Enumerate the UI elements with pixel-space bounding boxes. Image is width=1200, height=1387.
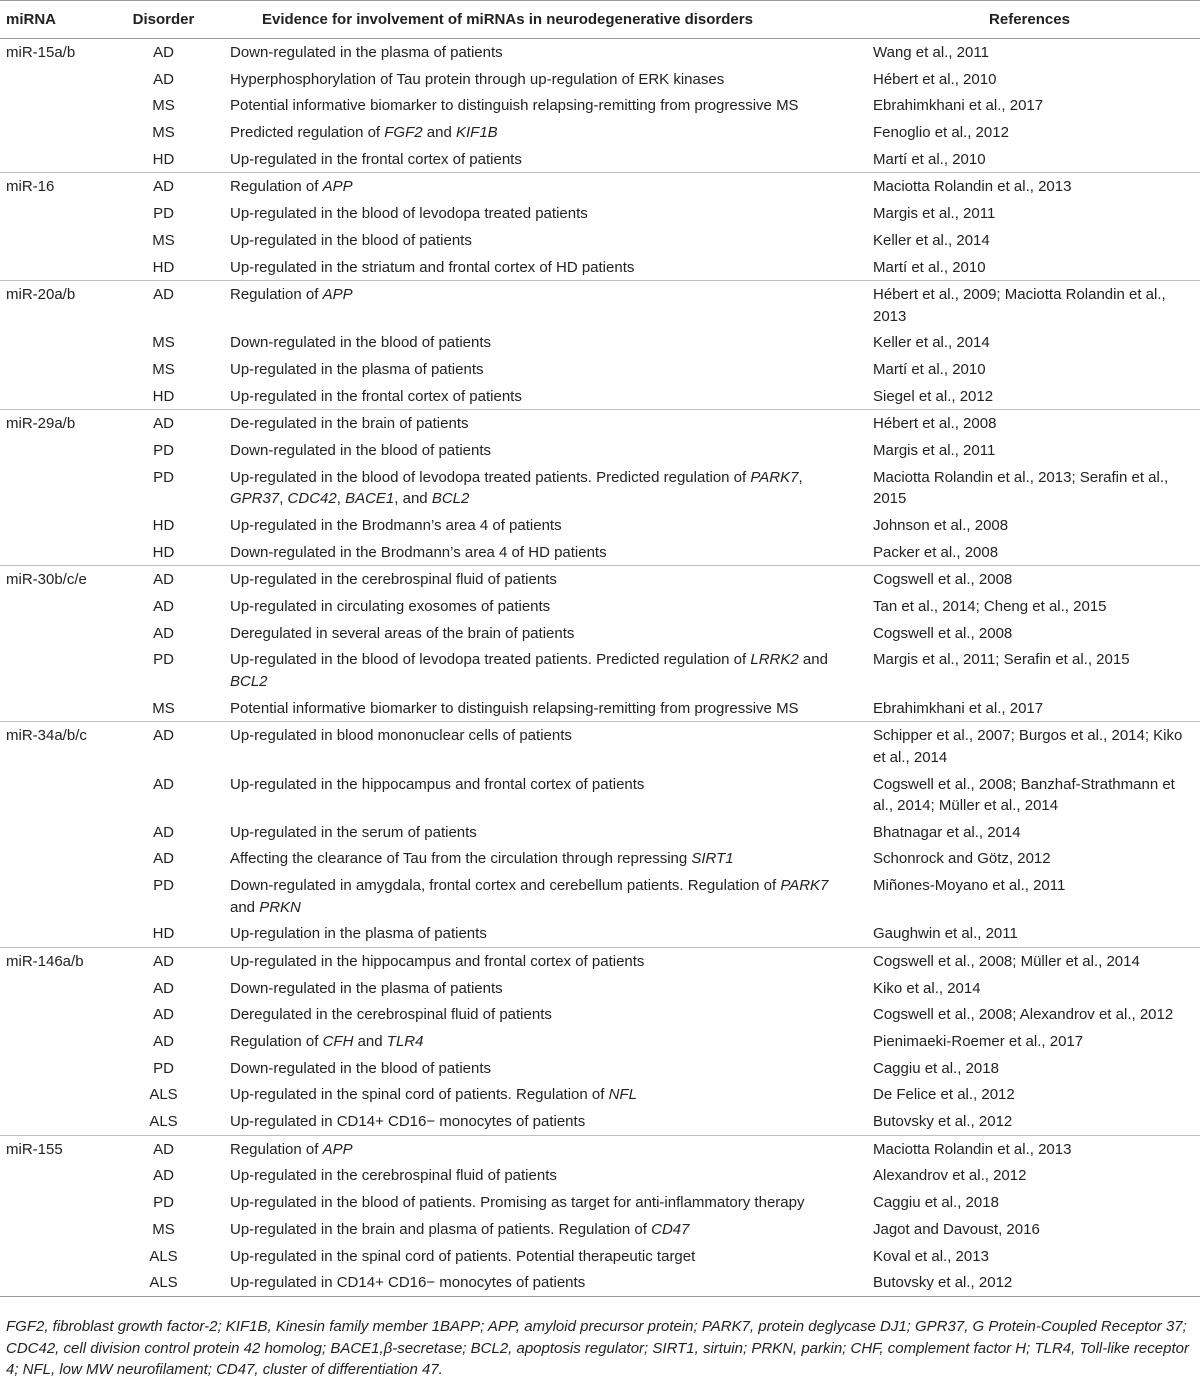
table-row: [0, 119, 1200, 146]
mirna-cell: [0, 66, 115, 93]
reference-cell: Martí et al., 2010: [873, 258, 986, 276]
mirna-cell: miR-155: [0, 1135, 115, 1162]
table-row: [0, 383, 1200, 410]
reference-cell: Maciotta Rolandin et al., 2013; Serafin et al., 2015: [873, 468, 1169, 508]
reference-cell: Caggiu et al., 2018: [873, 1194, 999, 1212]
reference-cell: Keller et al., 2014: [873, 231, 990, 249]
evidence-cell: [212, 1108, 859, 1135]
mirna-cell: [0, 539, 115, 566]
evidence-cell: [212, 410, 859, 437]
evidence-cell: [212, 281, 859, 330]
disorder-cell: AD: [153, 775, 174, 793]
disorder-cell: MS: [152, 334, 175, 352]
mirna-cell: [0, 146, 115, 173]
evidence-text: and: [353, 1033, 387, 1050]
mirna-cell: [0, 437, 115, 464]
disorder-cell: ALS: [149, 1086, 178, 1104]
mirna-cell: [0, 329, 115, 356]
evidence-text: , and: [394, 490, 432, 508]
disorder-cell: PD: [153, 205, 174, 223]
mirna-cell: miR-146a/b: [0, 947, 115, 974]
disorder-cell: ALS: [115, 1269, 212, 1296]
evidence-cell: [212, 975, 859, 1002]
evidence-text: Down-regulated in the blood of patients: [230, 1059, 492, 1077]
evidence-cell: [212, 947, 859, 974]
mirna-cell: [0, 1055, 115, 1082]
disorder-cell: AD: [153, 598, 174, 616]
evidence-text: ,: [336, 490, 346, 508]
evidence-cell: [212, 1243, 859, 1270]
disorder-cell: AD: [153, 823, 174, 841]
table-row: [0, 646, 1200, 694]
evidence-text: and: [230, 898, 260, 916]
reference-cell: Bhatnagar et al., 2014: [873, 823, 1021, 841]
disorder-cell: AD: [115, 947, 212, 974]
mirna-cell: [0, 1189, 115, 1216]
table-footnote: FGF2, fibroblast growth factor-2; KIF1B, Kinesin family member 1BAPP; APP, amyloid precursor protein; PARK7, protein deglycase DJ1; GPR37, G Protein-Coupled Receptor 37; CDC42, cell division control protein 42 homolog; BACE1,β-secretase; BCL2, apoptosis regulator; SIRT1, sirtuin; PRKN, parkin; CHF, complement factor H; TLR4, Toll-like receptor 4; NFL, low MW neurofilament; CD47, cluster of differentiation 47.: [6, 1318, 1189, 1378]
evidence-cell: [212, 356, 859, 383]
table-row: [0, 1108, 1200, 1135]
table-row: [0, 173, 1200, 200]
reference-cell: Cogswell et al., 2008: [873, 624, 1013, 642]
disorder-cell: AD: [153, 850, 174, 868]
mirna-cell: miR-16: [0, 173, 115, 200]
table-row: [0, 1135, 1200, 1162]
disorder-cell: MS: [152, 361, 175, 379]
table-row: [0, 437, 1200, 464]
evidence-text: Up-regulated in the hippocampus and frontal cortex of patients: [230, 952, 645, 970]
mirna-cell: [0, 593, 115, 620]
mirna-cell: [0, 356, 115, 383]
gene-name: LRRK2: [750, 651, 799, 669]
table-row: [0, 281, 1200, 330]
table-row: [0, 464, 1200, 512]
table-row: [0, 1055, 1200, 1082]
table-row: [0, 771, 1200, 819]
evidence-text: Up-regulated in the striatum and frontal cortex of HD patients: [230, 258, 635, 276]
table-row: [0, 593, 1200, 620]
evidence-text: Down-regulated in the Brodmann’s area 4 of HD patients: [230, 543, 607, 561]
evidence-cell: [212, 1135, 859, 1162]
evidence-cell: [212, 39, 859, 66]
table-row: [0, 695, 1200, 722]
reference-cell: Martí et al., 2010: [873, 361, 986, 379]
reference-cell: Schonrock and Götz, 2012: [873, 850, 1051, 868]
evidence-text: Deregulated in several areas of the brain of patients: [230, 624, 575, 642]
evidence-cell: [212, 92, 859, 119]
evidence-text: and: [422, 124, 456, 142]
evidence-text: Potential informative biomarker to distinguish relapsing-remitting from progressive MS: [230, 699, 799, 717]
evidence-cell: [212, 254, 859, 281]
disorder-cell: HD: [152, 517, 175, 534]
evidence-cell: [212, 437, 859, 464]
table-row: [0, 539, 1200, 566]
evidence-text: Up-regulated in the brain and plasma of patients. Regulation of: [230, 1220, 652, 1238]
disorder-cell: PD: [153, 442, 174, 460]
evidence-text: Up-regulated in the blood of patients: [230, 231, 472, 249]
mirna-cell: [0, 1028, 115, 1055]
evidence-text: Up-regulated in blood mononuclear cells of patients: [230, 727, 572, 745]
evidence-text: Up-regulated in the blood of levodopa treated patients: [230, 205, 588, 223]
disorder-cell: MS: [152, 699, 175, 717]
header-disorder: Disorder: [115, 1, 212, 39]
gene-name: APP: [322, 178, 353, 196]
evidence-text: Down-regulated in amygdala, frontal cortex and cerebellum patients. Regulation of: [230, 877, 781, 895]
reference-cell: Hébert et al., 2009; Maciotta Rolandin et al., 2013: [859, 281, 1200, 330]
evidence-text: Up-regulated in circulating exosomes of patients: [230, 598, 551, 616]
reference-cell: Margis et al., 2011: [873, 442, 996, 460]
evidence-cell: [212, 1081, 859, 1108]
evidence-text: Deregulated in the cerebrospinal fluid of patients: [230, 1006, 552, 1024]
evidence-text: Up-regulated in the blood of levodopa treated patients. Predicted regulation of: [230, 468, 751, 486]
table-row: [0, 1189, 1200, 1216]
disorder-cell: HD: [152, 258, 175, 276]
reference-cell: Butovsky et al., 2012: [859, 1269, 1200, 1296]
disorder-cell: AD: [153, 979, 174, 997]
disorder-cell: AD: [115, 1135, 212, 1162]
mirna-cell: [0, 92, 115, 119]
table-row: [0, 947, 1200, 974]
disorder-cell: AD: [115, 410, 212, 437]
evidence-cell: [212, 1001, 859, 1028]
reference-cell: Margis et al., 2011; Serafin et al., 2015: [873, 651, 1130, 669]
mirna-cell: miR-15a/b: [6, 44, 76, 61]
reference-cell: Martí et al., 2010: [873, 150, 986, 168]
reference-cell: Butovsky et al., 2012: [873, 1113, 1013, 1131]
mirna-cell: [0, 646, 115, 694]
table-row: [0, 566, 1200, 593]
evidence-text: Regulation of: [230, 1033, 323, 1050]
gene-name: BCL2: [230, 672, 268, 690]
evidence-cell: [212, 722, 859, 771]
table-row: [0, 329, 1200, 356]
mirna-cell: [0, 819, 115, 846]
header-evidence: Evidence for involvement of miRNAs in neurodegenerative disorders: [212, 1, 859, 39]
reference-cell: Cogswell et al., 2008; Banzhaf-Strathmann et al., 2014; Müller et al., 2014: [873, 775, 1175, 814]
evidence-cell: [212, 539, 859, 566]
reference-cell: Siegel et al., 2012: [873, 387, 994, 405]
disorder-cell: PD: [153, 1059, 174, 1077]
evidence-text: Predicted regulation of: [230, 124, 385, 142]
reference-cell: Packer et al., 2008: [873, 543, 999, 561]
disorder-cell: MS: [152, 1220, 175, 1238]
disorder-cell: AD: [153, 44, 174, 61]
reference-cell: Gaughwin et al., 2011: [873, 925, 1018, 943]
table-row: [0, 200, 1200, 227]
evidence-cell: [212, 819, 859, 846]
mirna-cell: [0, 512, 115, 539]
reference-cell: Kiko et al., 2014: [873, 979, 981, 997]
disorder-cell: MS: [152, 124, 175, 142]
mirna-cell: [0, 1162, 115, 1189]
reference-cell: Keller et al., 2014: [873, 334, 990, 352]
evidence-text: and: [798, 651, 828, 669]
evidence-text: Regulation of: [230, 286, 323, 304]
evidence-text: Down-regulated in the plasma of patients: [230, 44, 503, 61]
mirna-cell: [0, 1269, 115, 1296]
evidence-cell: [212, 1028, 859, 1055]
mirna-cell: [0, 119, 115, 146]
reference-cell: Alexandrov et al., 2012: [873, 1167, 1027, 1185]
table-row: [0, 722, 1200, 771]
reference-cell: Margis et al., 2011: [873, 205, 996, 223]
evidence-cell: [212, 119, 859, 146]
reference-cell: Tan et al., 2014; Cheng et al., 2015: [873, 598, 1107, 616]
evidence-cell: [212, 695, 859, 722]
gene-name: APP: [322, 1140, 353, 1158]
gene-name: APP: [322, 286, 353, 304]
disorder-cell: ALS: [149, 1113, 178, 1131]
table-row: [0, 92, 1200, 119]
reference-cell: Jagot and Davoust, 2016: [873, 1220, 1040, 1238]
mirna-cell: [0, 872, 115, 920]
evidence-text: Up-regulated in CD14+ CD16− monocytes of patients: [230, 1113, 586, 1131]
evidence-text: ,: [279, 490, 288, 508]
evidence-text: De-regulated in the brain of patients: [230, 415, 469, 433]
table-row: [0, 1001, 1200, 1028]
reference-cell: Cogswell et al., 2008: [859, 566, 1200, 593]
evidence-text: Hyperphosphorylation of Tau protein through up-regulation of ERK kinases: [230, 70, 725, 88]
disorder-cell: MS: [152, 97, 175, 115]
gene-name: CFH: [322, 1033, 354, 1050]
disorder-cell: AD: [153, 1167, 174, 1185]
gene-name: SIRT1: [691, 850, 734, 868]
table-row: [0, 1081, 1200, 1108]
evidence-cell: [212, 227, 859, 254]
evidence-cell: [212, 512, 859, 539]
table-row: [0, 845, 1200, 872]
evidence-cell: [212, 1269, 859, 1296]
table-row: [0, 356, 1200, 383]
evidence-text: Up-regulated in the plasma of patients: [230, 361, 484, 379]
evidence-text: Up-regulated in the spinal cord of patients. Potential therapeutic target: [230, 1247, 696, 1265]
reference-cell: Cogswell et al., 2008; Alexandrov et al., 2012: [873, 1006, 1174, 1024]
reference-cell: Miñones-Moyano et al., 2011: [873, 877, 1066, 895]
evidence-text: Down-regulated in the plasma of patients: [230, 979, 503, 997]
mirna-cell: miR-20a/b: [0, 281, 115, 330]
disorder-cell: MS: [152, 231, 175, 249]
evidence-text: Regulation of: [230, 1140, 323, 1158]
disorder-cell: HD: [152, 150, 175, 168]
table-row: [0, 1243, 1200, 1270]
disorder-cell: HD: [152, 925, 175, 943]
mirna-cell: [0, 771, 115, 819]
table-row: [0, 66, 1200, 93]
evidence-text: Up-regulated in the hippocampus and frontal cortex of patients: [230, 775, 645, 793]
mirna-cell: [0, 695, 115, 722]
disorder-cell: AD: [115, 173, 212, 200]
table-row: [0, 39, 1200, 66]
gene-name: CDC42: [287, 490, 337, 508]
reference-cell: Ebrahimkhani et al., 2017: [873, 97, 1044, 115]
gene-name: FGF2: [384, 124, 423, 142]
mirna-cell: [0, 1216, 115, 1243]
reference-cell: Maciotta Rolandin et al., 2013: [859, 1135, 1200, 1162]
evidence-text: Regulation of: [230, 178, 323, 196]
reference-cell: Hébert et al., 2010: [873, 70, 997, 88]
table-row: [0, 1028, 1200, 1055]
gene-name: CD47: [651, 1220, 690, 1238]
mirna-cell: [0, 254, 115, 281]
reference-cell: Caggiu et al., 2018: [873, 1059, 999, 1077]
gene-name: PRKN: [259, 898, 301, 916]
evidence-text: Up-regulated in the cerebrospinal fluid of patients: [230, 1167, 557, 1185]
evidence-cell: [212, 464, 859, 512]
evidence-text: Up-regulated in the cerebrospinal fluid of patients: [230, 571, 557, 589]
evidence-cell: [212, 1162, 859, 1189]
evidence-text: Up-regulation in the plasma of patients: [230, 925, 487, 943]
reference-cell: De Felice et al., 2012: [873, 1086, 1015, 1104]
mirna-cell: [0, 227, 115, 254]
evidence-cell: [212, 1189, 859, 1216]
mirna-cell: miR-30b/c/e: [0, 566, 115, 593]
evidence-text: Potential informative biomarker to distinguish relapsing-remitting from progressive MS: [230, 97, 799, 115]
evidence-cell: [212, 593, 859, 620]
reference-cell: Ebrahimkhani et al., 2017: [873, 699, 1044, 717]
mirna-cell: [0, 1108, 115, 1135]
disorder-cell: AD: [153, 1033, 174, 1050]
disorder-cell: ALS: [149, 1247, 178, 1265]
disorder-cell: AD: [115, 281, 212, 330]
reference-cell: Wang et al., 2011: [873, 44, 989, 61]
reference-cell: Schipper et al., 2007; Burgos et al., 2014; Kiko et al., 2014: [859, 722, 1200, 771]
mirna-cell: [0, 1001, 115, 1028]
mirna-cell: [0, 845, 115, 872]
header-mirna: miRNA: [0, 1, 115, 39]
evidence-cell: [212, 845, 859, 872]
gene-name: PARK7: [750, 468, 799, 486]
disorder-cell: AD: [153, 1006, 174, 1024]
mirna-cell: miR-34a/b/c: [0, 722, 115, 771]
evidence-cell: [212, 771, 859, 819]
reference-cell: Koval et al., 2013: [873, 1247, 989, 1265]
disorder-cell: PD: [153, 468, 174, 486]
table-row: [0, 512, 1200, 539]
evidence-cell: [212, 920, 859, 947]
mirna-cell: miR-29a/b: [0, 410, 115, 437]
table-row: [0, 872, 1200, 920]
reference-cell: Fenoglio et al., 2012: [873, 124, 1009, 142]
evidence-text: ,: [798, 468, 803, 486]
gene-name: KIF1B: [455, 124, 498, 142]
evidence-text: Up-regulated in the Brodmann’s area 4 of patients: [230, 517, 562, 534]
gene-name: GPR37: [230, 490, 280, 508]
evidence-text: Up-regulated in the serum of patients: [230, 823, 477, 841]
evidence-cell: [212, 1055, 859, 1082]
table-row: [0, 146, 1200, 173]
header-references: References: [859, 1, 1200, 39]
disorder-cell: PD: [153, 877, 174, 895]
disorder-cell: PD: [153, 651, 174, 669]
table-row: [0, 1269, 1200, 1296]
disorder-cell: AD: [153, 624, 174, 642]
evidence-cell: [212, 146, 859, 173]
gene-name: NFL: [608, 1086, 637, 1104]
mirna-cell: [0, 383, 115, 410]
table-row: [0, 819, 1200, 846]
table-row: [0, 620, 1200, 647]
evidence-cell: [212, 646, 859, 694]
evidence-cell: [212, 383, 859, 410]
mirna-cell: [0, 975, 115, 1002]
reference-cell: Johnson et al., 2008: [873, 517, 1009, 534]
gene-name: BACE1: [345, 490, 395, 508]
mirna-cell: [0, 1243, 115, 1270]
evidence-text: Down-regulated in the blood of patients: [230, 442, 492, 460]
evidence-text: Up-regulated in the frontal cortex of patients: [230, 150, 522, 168]
reference-cell: Hébert et al., 2008: [859, 410, 1200, 437]
table-body: [0, 39, 1200, 1297]
evidence-text: Affecting the clearance of Tau from the circulation through repressing: [230, 850, 692, 868]
table-row: [0, 410, 1200, 437]
disorder-cell: PD: [153, 1194, 174, 1212]
evidence-text: Up-regulated in the blood of patients. Promising as target for anti-inflammatory therapy: [230, 1194, 805, 1212]
evidence-text: Up-regulated in CD14+ CD16− monocytes of patients: [230, 1274, 586, 1292]
evidence-text: Up-regulated in the frontal cortex of patients: [230, 387, 522, 405]
evidence-text: Up-regulated in the blood of levodopa treated patients. Predicted regulation of: [230, 651, 751, 669]
gene-name: BCL2: [431, 490, 470, 508]
evidence-text: Down-regulated in the blood of patients: [230, 334, 492, 352]
evidence-cell: [212, 200, 859, 227]
evidence-text: Up-regulated in the spinal cord of patients. Regulation of: [230, 1086, 609, 1104]
disorder-cell: HD: [152, 387, 175, 405]
gene-name: PARK7: [780, 877, 829, 895]
table-row: [0, 227, 1200, 254]
mirna-cell: [0, 620, 115, 647]
evidence-cell: [212, 173, 859, 200]
mirna-cell: [0, 920, 115, 947]
disorder-cell: AD: [115, 566, 212, 593]
evidence-cell: [212, 566, 859, 593]
mirna-cell: [0, 1081, 115, 1108]
mirna-cell: [0, 464, 115, 512]
evidence-cell: [212, 66, 859, 93]
table-row: [0, 975, 1200, 1002]
evidence-cell: [212, 620, 859, 647]
disorder-cell: AD: [115, 722, 212, 771]
evidence-cell: [212, 329, 859, 356]
table-row: [0, 254, 1200, 281]
gene-name: TLR4: [386, 1033, 424, 1050]
table-row: [0, 1162, 1200, 1189]
reference-cell: Pienimaeki-Roemer et al., 2017: [873, 1033, 1084, 1050]
table-row: [0, 1216, 1200, 1243]
mirna-cell: [0, 200, 115, 227]
reference-cell: Cogswell et al., 2008; Müller et al., 2014: [859, 947, 1200, 974]
disorder-cell: AD: [153, 70, 174, 88]
disorder-cell: HD: [152, 543, 175, 561]
table-row: [0, 920, 1200, 947]
reference-cell: Maciotta Rolandin et al., 2013: [859, 173, 1200, 200]
evidence-cell: [212, 872, 859, 920]
evidence-cell: [212, 1216, 859, 1243]
header-row: [0, 1, 1200, 39]
